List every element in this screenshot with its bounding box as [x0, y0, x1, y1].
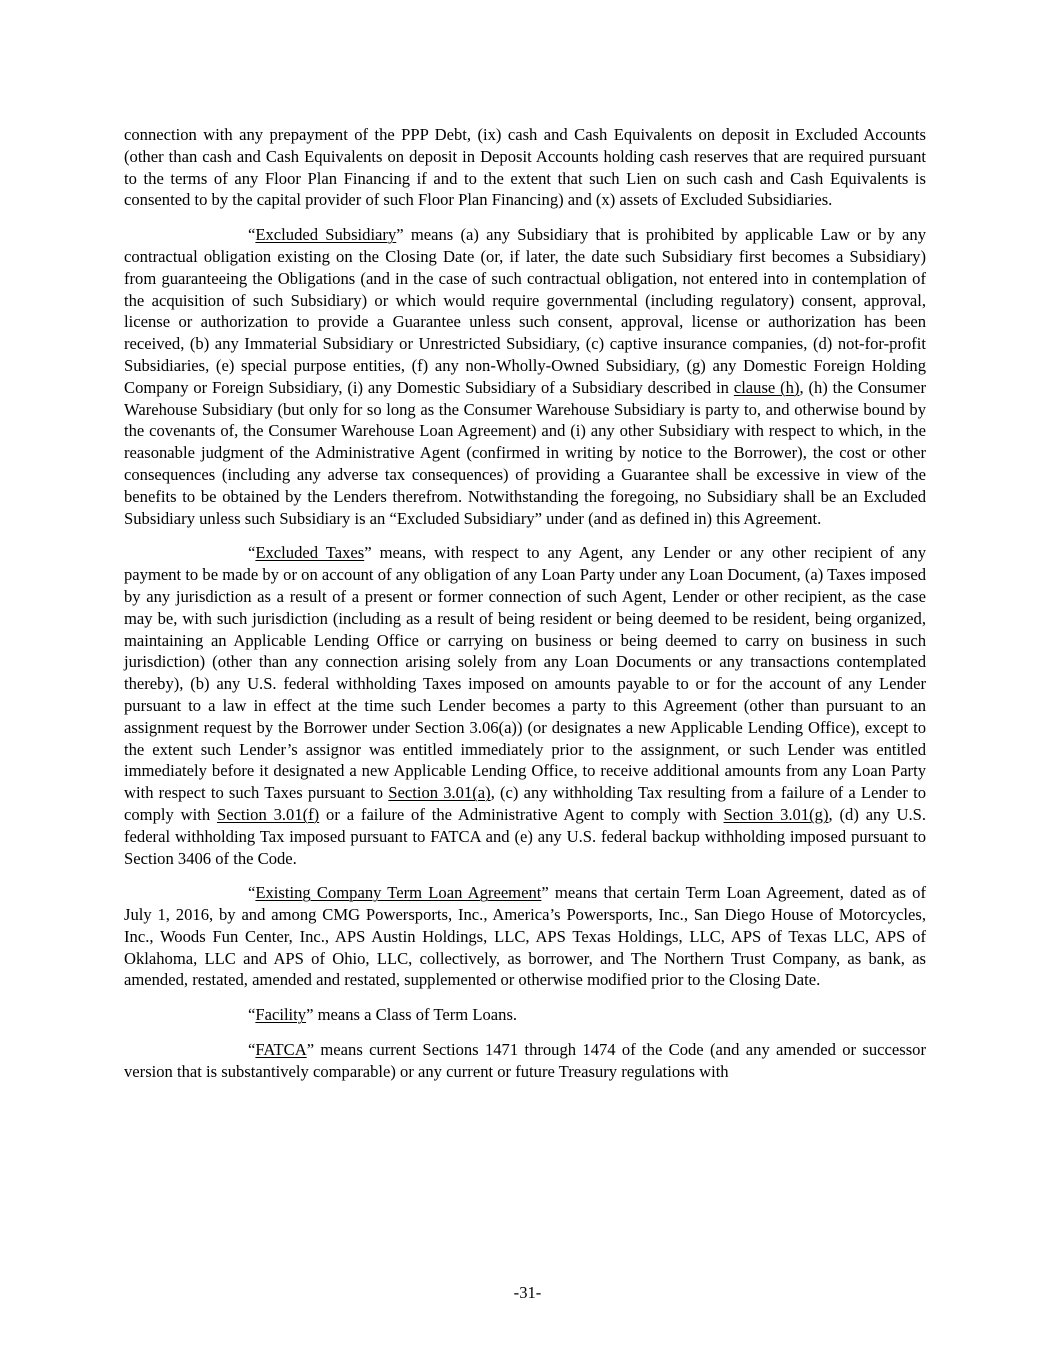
definition-facility [124, 1004, 926, 1026]
definition-text: , (c) any withholding Tax resulting from a failure of a Lender to comply with [124, 783, 926, 824]
cross-reference-section-3-01-a: Section 3.01(a) [388, 783, 491, 803]
definition-text: ” means current Sections 1471 through 1474 of the Code (and any amended or successor version that is substantively comparable) or any current or future Treasury regulations with [124, 1040, 926, 1081]
definition-excluded-subsidiary [124, 224, 926, 529]
paragraph-carryover: connection with any prepayment of the PPP Debt, (ix) cash and Cash Equivalents on deposit in Excluded Accounts (other than cash and Cash Equivalents on deposit in Deposit Accounts holding cash reserves that are required pursuant to the terms of any Floor Plan Financing if and to the extent that such Lien on such cash and Cash Equivalents is consented to by the capital provider of such Floor Plan Financing) and (x) assets of Excluded Subsidiaries. [124, 125, 926, 210]
open-quote: “ [248, 543, 256, 563]
cross-reference-clause-h: clause (h) [733, 377, 800, 397]
definition-fatca [124, 1039, 926, 1083]
defined-term-existing-company-term-loan-agreement: Existing Company Term Loan Agreement [255, 883, 542, 903]
defined-term-excluded-subsidiary: Excluded Subsidiary [255, 225, 397, 245]
page-number: -31- [513, 1283, 542, 1302]
open-quote: “ [248, 225, 256, 245]
cross-reference-section-3-01-g: Section 3.01(g) [723, 804, 829, 824]
definition-text: ” means (a) any Subsidiary that is prohibited by applicable Law or by any contractual obligation existing on the Closing Date (or, if later, the date such Subsidiary first becomes a Subsidiary) from guaranteeing the Obligations (and in the case of such contractual obligation, not entered into in contemplation of the acquisition of such Subsidiary) or which would require governmental (including regulatory) consent, approval, license or authorization to provide a Guarantee unless such consent, approval, license or authorization has been received, (b) any Immaterial Subsidiary or Unrestricted Subsidiary, (c) captive insurance companies, (d) not-for-profit Subsidiaries, (e) special purpose entities, (f) any non-Wholly-Owned Subsidiary, (g) any Domestic Foreign Holding Company or Foreign Subsidiary, (i) any Domestic Subsidiary of a Subsidiary described in [124, 225, 926, 397]
definition-excluded-taxes [124, 542, 926, 869]
defined-term-excluded-taxes: Excluded Taxes [255, 543, 365, 563]
document-page [124, 124, 926, 1083]
definition-text: ” means a Class of Term Loans. [306, 1005, 518, 1025]
definition-text: , (d) any U.S. federal withholding Tax imposed pursuant to FATCA and (e) any U.S. federal backup withholding imposed pursuant to Section 3406 of the Code. [124, 804, 927, 868]
definition-text: or a failure of the Administrative Agent to comply with [319, 804, 724, 824]
open-quote: “ [248, 883, 256, 903]
defined-term-facility: Facility [255, 1005, 307, 1025]
cross-reference-section-3-01-f: Section 3.01(f) [216, 804, 320, 824]
definition-text: ” means that certain Term Loan Agreement, dated as of July 1, 2016, by and among CMG Powersports, Inc., America’s Powersports, Inc., San Diego House of Motorcycles, Inc., Woods Fun Center, Inc., APS Austin Holdings, LLC, APS Texas Holdings, LLC, APS of Texas LLC, APS of Oklahoma, LLC and APS of Ohio, LLC, collectively, as borrower, and The Northern Trust Company, as bank, as amended, restated, amended and restated, supplemented or otherwise modified prior to the Closing Date. [124, 883, 926, 990]
defined-term-fatca: FATCA [255, 1040, 307, 1060]
open-quote: “ [248, 1005, 256, 1025]
definition-text: , (h) the Consumer Warehouse Subsidiary (but only for so long as the Consumer Warehouse Subsidiary is party to, and otherwise bound by the covenants of, the Consumer Warehouse Loan Agreement) and (i) any other Subsidiary with respect to which, in the reasonable judgment of the Administrative Agent (confirmed in writing by notice to the Borrower), the cost or other consequences (including any adverse tax consequences) of providing a Guarantee shall be excessive in view of the benefits to be obtained by the Lenders therefrom. Notwithstanding the foregoing, no Subsidiary shall be an Excluded Subsidiary unless such Subsidiary is an “Excluded Subsidiary” under (and as defined in) this Agreement. [124, 377, 926, 528]
open-quote: “ [248, 1040, 256, 1060]
definition-text: ” means, with respect to any Agent, any Lender or any other recipient of any payment to be made by or on account of any obligation of any Loan Party under any Loan Document, (a) Taxes imposed by any jurisdiction as a result of a present or former connection of such Agent, Lender or other recipient, as the case may be, with such jurisdiction (including as a result of being resident or being deemed to be resident, being organized, maintaining an Applicable Lending Office or carrying on business or being deemed to carry on business in such jurisdiction) (other than any connection arising solely from any Loan Documents or any transactions contemplated thereby), (b) any U.S. federal withholding Taxes imposed on amounts payable to or for the account of any Lender pursuant to a law in effect at the time such Lender becomes a party to this Agreement (other than pursuant to an assignment request by the Borrower under Section 3.06(a)) (or designates a new Applicable Lending Office), except to the extent such Lender’s assignor was entitled immediately prior to the assignment, or such Lender was entitled immediately before it designated a new Applicable Lending Office, to receive additional amounts from any Loan Party with respect to such Taxes pursuant to [124, 543, 926, 803]
definition-existing-company-term-loan-agreement [124, 882, 926, 991]
